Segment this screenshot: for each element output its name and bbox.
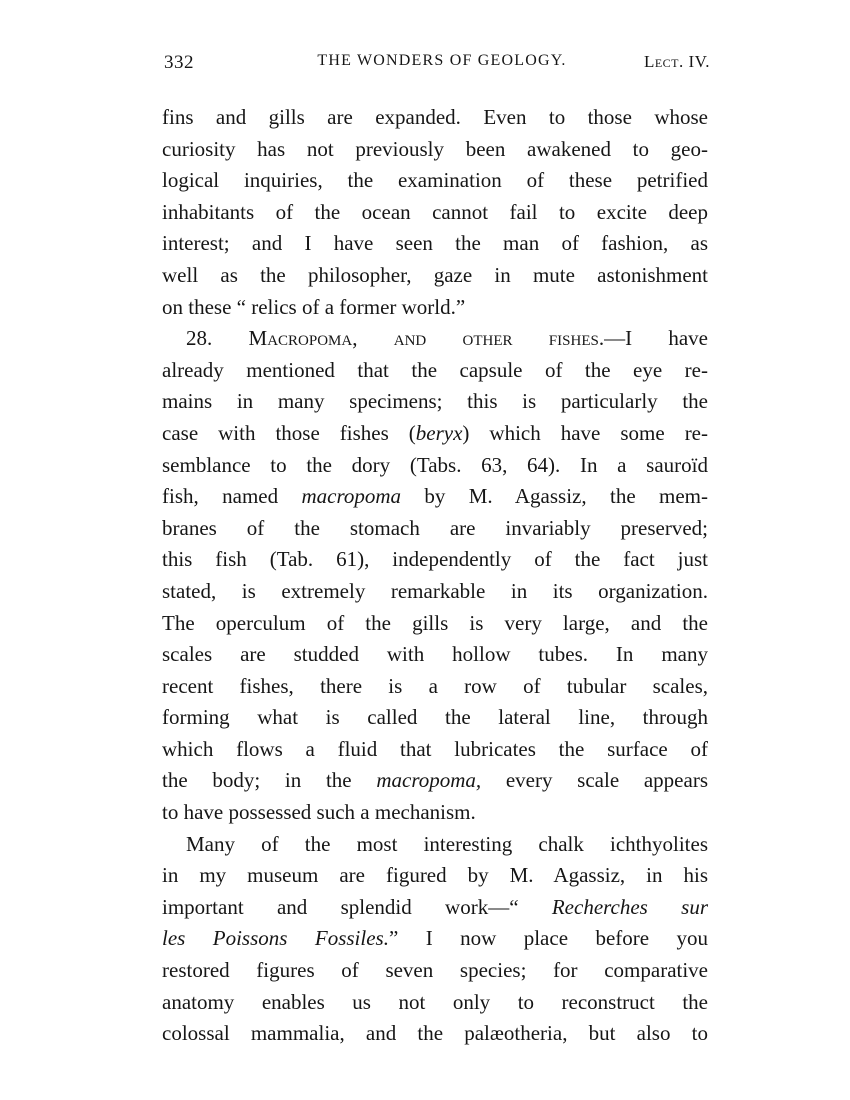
text-fragment: fish, named [162, 484, 302, 509]
text-line: scales are studded with hollow tubes. In many [162, 642, 708, 667]
section-heading: 28. Macropoma, and other fishes. [186, 326, 605, 351]
text-line [162, 923, 708, 955]
text-line: colossal mammalia, and the palæotheria, but also to [162, 1021, 708, 1046]
text-fragment: ) which have some re- [462, 420, 708, 445]
text-line: interest; and I have seen the man of fashion, as [162, 231, 708, 256]
text-line: mains in many specimens; this is particularly the [162, 389, 708, 414]
text-fragment: by M. Agassiz, the mem- [401, 484, 708, 509]
text-fragment: case with those fishes ( [162, 420, 416, 445]
text-line: to have possessed such a mechanism. [162, 800, 476, 825]
italic-term: macropoma [301, 484, 402, 509]
text-line: logical inquiries, the examination of these petrified [162, 168, 708, 193]
text-line: recent fishes, there is a row of tubular scales, [162, 673, 708, 698]
text-line: this fish (Tab. 61), independently of the fact just [162, 547, 708, 572]
text-line: which flows a fluid that lubricates the surface of [162, 736, 708, 761]
text-line: The operculum of the gills is very large, and the [162, 610, 708, 635]
text-fragment: ” I now place before you [388, 926, 709, 951]
text-fragment: important and splendid work—“ [162, 894, 552, 919]
text-line: curiosity has not previously been awakened to geo- [162, 136, 708, 161]
italic-term: macropoma, [376, 768, 482, 793]
text-line [162, 323, 708, 355]
text-line [162, 418, 708, 450]
text-fragment: the body; in the [162, 768, 377, 793]
text-line: fins and gills are expanded. Even to those whose [162, 105, 708, 129]
text-line: Many of the most interesting chalk ichthyolites [186, 831, 708, 856]
lecture-label: Lect. IV. [643, 52, 710, 71]
italic-title: Recherches sur [551, 894, 708, 919]
text-line [162, 892, 708, 924]
italic-term: beryx [415, 420, 463, 445]
text-line: inhabitants of the ocean cannot fail to excite deep [162, 199, 708, 224]
text-line: stated, is extremely remarkable in its organization. [162, 578, 708, 603]
text-line: branes of the stomach are invariably preserved; [162, 515, 708, 540]
running-header [164, 52, 710, 82]
text-line: semblance to the dory (Tabs. 63, 64). In a sauroïd [162, 452, 708, 477]
text-line: in my museum are figured by M. Agassiz, in his [162, 863, 708, 888]
text-line: forming what is called the lateral line, through [162, 705, 708, 730]
text-fragment: —I have [604, 326, 708, 351]
text-line: well as the philosopher, gaze in mute astonishment [162, 262, 708, 287]
text-line [162, 765, 708, 797]
text-line: already mentioned that the capsule of the eye re- [162, 357, 708, 382]
running-title: THE WONDERS OF GEOLOGY. [317, 52, 567, 69]
text-fragment: every scale appears [481, 768, 708, 793]
text-line [162, 481, 708, 513]
text-line: anatomy enables us not only to reconstruct the [162, 989, 708, 1014]
text-line: restored figures of seven species; for comparative [162, 958, 708, 983]
text-line: on these “ relics of a former world.” [162, 294, 466, 319]
body-text [162, 102, 708, 1050]
page-number: 332 [164, 52, 194, 73]
italic-title: les Poissons Fossiles. [162, 926, 389, 951]
